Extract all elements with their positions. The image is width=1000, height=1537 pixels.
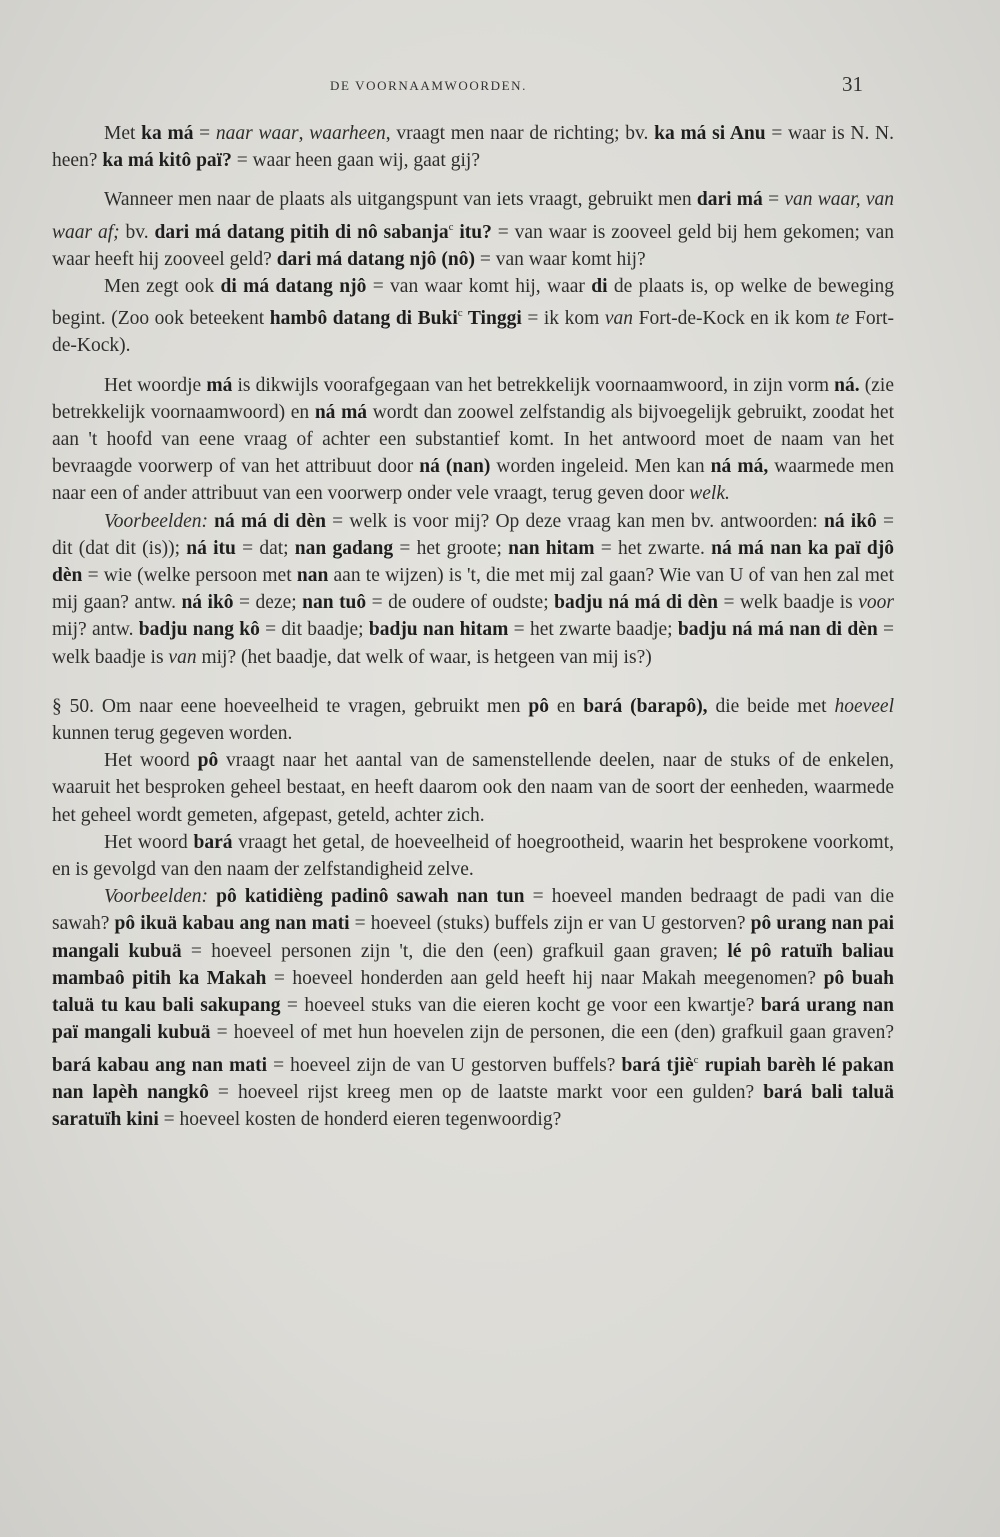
text-run: bv. <box>119 221 155 243</box>
text-run: = welk is voor mij? Op deze vraag kan men bv. antwoorden: <box>325 510 824 532</box>
text-run: (zie betrekkelijk voornaamwoord) en <box>52 374 894 423</box>
text-run: = hoeveel kosten de honderd eieren tegenwoordig? <box>158 1108 562 1130</box>
text-run: = waar heen gaan wij, gaat gij? <box>231 150 480 172</box>
text-run: die beide met <box>707 695 835 717</box>
italic-gloss: van waar, van waar af; <box>52 189 895 243</box>
text-run: § 50. Om naar eene hoeveelheid te vragen, gebruikt men <box>52 695 529 717</box>
italic-gloss: welk. <box>689 483 730 505</box>
text-run: kunnen terug gegeven worden. <box>52 723 293 745</box>
text-run: Het woordje <box>104 374 207 396</box>
malay-term: bará bali taluä saratuïh kini <box>52 1081 894 1130</box>
paragraph <box>52 693 894 747</box>
malay-term: ná itu <box>186 537 236 559</box>
paragraph-gap <box>52 360 894 372</box>
text-run: = <box>193 123 216 144</box>
text-run: = dit baadje; <box>259 619 369 641</box>
malay-term: ka má kitô paï? <box>102 150 232 172</box>
malay-term: pô <box>528 695 549 717</box>
text-run: Met <box>104 123 142 144</box>
text-run: = de oudere of oudste; <box>366 592 555 614</box>
text-run: = welk baadje is <box>52 619 894 668</box>
paragraph <box>52 829 894 883</box>
malay-term: nan tuô <box>302 592 367 614</box>
text-run: = hoeveel zijn de van U gestorven buffels? <box>267 1054 622 1076</box>
superscript-mark: c <box>693 1053 699 1066</box>
page-body <box>52 120 894 1133</box>
text-run: = ik kom <box>521 308 605 330</box>
malay-term: bará urang nan paï mangali kubuä <box>52 995 894 1044</box>
malay-term: dari má <box>696 189 763 211</box>
malay-term: itu? <box>453 221 492 243</box>
text-run: mij? antw. <box>52 619 139 641</box>
paragraph <box>52 747 894 829</box>
malay-term: di má datang njô <box>220 276 367 298</box>
text-run: Het woord <box>104 750 198 772</box>
text-run: = hoeveel honderden aan geld heeft hij naar Makah meegenomen? <box>266 967 824 989</box>
page-header <box>0 72 1000 106</box>
text-run: Wanneer men naar de plaats als uitgangspunt van iets vraagt, gebruikt men <box>104 189 697 211</box>
text-run: = hoeveel manden bedraagt de padi van die sawah? <box>52 886 894 935</box>
malay-term: badju ná má di dèn <box>554 592 719 614</box>
italic-gloss: Voorbeelden: <box>104 886 208 908</box>
malay-term: hambô datang di Buki <box>269 308 458 330</box>
malay-term: badju nang kô <box>138 619 260 641</box>
text-run: = dat; <box>235 537 295 559</box>
malay-term: lé pô ratuïh baliau mambaô pitih ka Makah <box>52 940 894 989</box>
malay-term: pô urang nan pai mangali kubuä <box>52 913 894 962</box>
malay-term: badju ná má nan di dèn <box>677 619 878 641</box>
malay-term: ná. <box>834 374 860 396</box>
text-run: = hoeveel (stuks) buffels zijn er van U gestorven? <box>349 913 751 935</box>
paragraph <box>52 372 894 508</box>
malay-term: bará <box>193 831 233 853</box>
text-run: wordt dan zoowel zelfstandig als bijvoegelijk gebruikt, zoodat het aan 't hoofd van eene vraag of achter een substantief komt. In het antwoord moet de naam van het bevraagde voorwerp of van het attribuut door <box>52 401 894 478</box>
paragraph <box>52 883 894 1133</box>
malay-term: ná (nan) <box>419 456 491 478</box>
text-run: = hoeveel rijst kreeg men op de laatste markt voor een gulden? <box>208 1081 764 1103</box>
text-run: , vraagt men naar de richting; bv. <box>385 123 655 144</box>
paragraph <box>52 273 894 360</box>
malay-term: nan <box>296 565 329 587</box>
malay-term: badju nan hitam <box>368 619 509 641</box>
paragraph <box>52 186 894 273</box>
text-run: , <box>298 123 310 144</box>
superscript-mark: c <box>457 307 463 320</box>
paragraph-gap <box>52 174 894 186</box>
paragraph-gap <box>52 671 894 693</box>
text-run: worden ingeleid. Men kan <box>490 456 711 478</box>
italic-gloss: van <box>168 646 197 668</box>
malay-term: ná ikô <box>181 592 234 614</box>
text-run: = het groote; <box>393 537 509 559</box>
italic-gloss: te <box>835 308 850 330</box>
malay-term: ka má si Anu <box>654 123 766 144</box>
italic-gloss: voor <box>858 592 895 614</box>
text-run: Men zegt ook <box>104 276 221 298</box>
malay-term: nan hitam <box>508 537 595 559</box>
superscript-mark: c <box>448 220 454 233</box>
text-run: = welk baadje is <box>718 592 859 614</box>
italic-gloss: Voorbeelden: <box>104 510 208 532</box>
text-run: = waar is N. N. heen? <box>52 123 895 172</box>
malay-term: bará tjiè <box>621 1054 694 1076</box>
malay-term: pô buah taluä tu kau bali sakupang <box>52 967 894 1017</box>
italic-gloss: van <box>604 308 634 330</box>
malay-term: pô <box>197 750 219 772</box>
malay-term: pô katidièng padinô sawah nan tun <box>216 886 525 908</box>
malay-term: bará kabau ang nan mati <box>52 1054 268 1076</box>
text-run: = hoeveel personen zijn 't, die den (een) grafkuil gaan graven; <box>181 940 728 962</box>
text-run: waarmede men naar een of ander attribuut van een voorwerp onder vele vraagt, terug geven door <box>52 456 894 505</box>
malay-term: ná ikô <box>824 510 877 532</box>
text-run: = dit (dat dit (is)); <box>52 510 895 559</box>
malay-term: di <box>591 276 608 298</box>
malay-term: ná má, <box>710 456 769 478</box>
text-run: = van waar is zooveel geld bij hem gekomen; van waar heeft hij zooveel geld? <box>52 221 894 270</box>
malay-term: rupiah barèh lé pakan nan lapèh nangkô <box>52 1054 895 1103</box>
text-run: aan te wijzen) is 't, die met mij zal gaan? Wie van U of van hen zal met mij gaan? antw. <box>52 565 895 614</box>
text-run: vraagt het getal, de hoeveelheid of hoegrootheid, waarin het besprokene voorkomt, en is gevolgd van den naam der zelfstandigheid zelve. <box>52 831 895 881</box>
text-run: de plaats is, op welke de beweging begint. (Zoo ook beteekent <box>52 276 894 330</box>
text-run: = deze; <box>233 592 303 614</box>
text-run: mij? (het baadje, dat welk of waar, is hetgeen van mij is?) <box>196 646 652 668</box>
italic-gloss: hoeveel <box>834 695 894 717</box>
text-run: = wie (welke persoon met <box>82 565 297 587</box>
text-run <box>208 886 216 907</box>
running-title: DE VOORNAAMWOORDEN. <box>330 78 527 93</box>
text-run: en <box>549 695 584 717</box>
malay-term: ná má di dèn <box>214 510 326 532</box>
paragraph <box>52 120 894 174</box>
malay-term: má <box>206 374 233 396</box>
page-number: 31 <box>842 72 863 96</box>
italic-gloss: waarheen <box>309 123 386 144</box>
text-run: Fort-de-Kock). <box>52 308 894 357</box>
text-run: = hoeveel of met hun hoevelen zijn de personen, die een (den) grafkuil gaan graven? <box>210 1022 894 1044</box>
paragraph <box>52 508 894 671</box>
text-run: Het woord <box>104 831 194 853</box>
text-run: Fort-de-Kock en ik kom <box>633 308 836 330</box>
malay-term: ka má <box>141 123 194 144</box>
text-run: = <box>762 189 785 211</box>
malay-term: ná má <box>314 401 368 423</box>
text-run: = hoeveel stuks van die eieren kocht ge voor een kwartje? <box>280 995 761 1017</box>
text-run: vraagt naar het aantal van de samenstellende deelen, naar de stuks of de enkelen, waaruit het besproken geheel bestaat, en heeft daarom ook den naam van de soort der eenheden, waarmede het geheel wordt gemeten, afgepast, geteld, achter zich. <box>52 750 894 826</box>
malay-term: ná má nan ka paï djô dèn <box>52 537 894 587</box>
text-run: = van waar komt hij, waar <box>366 276 592 298</box>
italic-gloss: naar waar <box>215 123 299 144</box>
malay-term: dari má datang njô (nô) <box>276 248 475 270</box>
malay-term: bará (barapô), <box>583 695 708 717</box>
text-run: = het zwarte baadje; <box>508 619 678 641</box>
malay-term: Tinggi <box>462 308 522 330</box>
malay-term: dari má datang pitih di nô sabanja <box>154 221 449 243</box>
text-run: is dikwijls voorafgegaan van het betrekkelijk voornaamwoord, in zijn vorm <box>232 374 835 396</box>
text-run: = van waar komt hij? <box>474 248 646 270</box>
malay-term: pô ikuä kabau ang nan mati <box>114 913 350 935</box>
malay-term: nan gadang <box>294 537 394 559</box>
text-run: = het zwarte. <box>594 537 712 559</box>
